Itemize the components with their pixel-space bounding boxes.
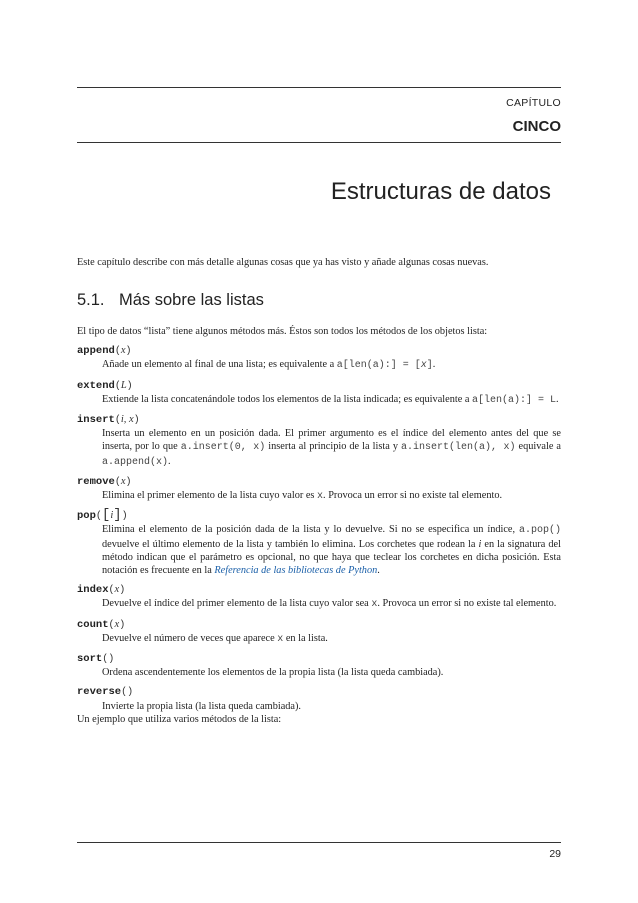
method-name: remove: [77, 475, 115, 488]
method-name: pop: [77, 510, 96, 523]
method-name: index: [77, 584, 109, 597]
chapter-label: CAPÍTULO: [506, 97, 561, 109]
method-name: sort: [77, 653, 103, 666]
method-name: reverse: [77, 686, 122, 699]
footer-rule: [77, 842, 561, 843]
page-number: 29: [549, 848, 561, 860]
intro-paragraph: Este capítulo describe con más detalle algunas cosas que ya has visto y añade algunas cosas nuevas.: [77, 257, 489, 268]
section-number: 5.1.: [77, 291, 105, 309]
method-description: Inserta un elemento en un posición dada. El primer argumento es el índice del elemento antes del que se inserta, por lo que a.insert(0, x) inserta al principio de la lista y a.insert(len(a), x) equivale a a.append(x).: [102, 428, 561, 468]
chapter-rule: [77, 142, 561, 143]
method-description: Añade un elemento al final de una lista; es equivalente a a[len(a):] = [x].: [102, 359, 436, 372]
python-library-reference-link[interactable]: Referencia de las bibliotecas de Python: [214, 565, 378, 577]
top-rule: [77, 87, 561, 88]
method-extend: extend(L) Extiende la lista concatenándole todos los elementos de la lista indicada; es equivalente a a[len(a):] = L.: [77, 379, 561, 407]
method-count: count(x) Devuelve el número de veces que aparece x en la lista.: [77, 618, 561, 646]
method-description: Elimina el elemento de la posición dada de la lista y lo devuelve. Si no se especifica un índice, a.pop() devuelve el último elemento de la lista y también lo elimina. Los corchetes que rodean la i en la signatura del método indican que el parámetro es opcional, no que haya que teclear los corchetes en dicha posición. Esta notación es frecuente en la Referencia de las bibliotecas de Python.: [102, 524, 561, 577]
method-description: Extiende la lista concatenándole todos los elementos de la lista indicada; es equivalente a a[len(a):] = L.: [102, 393, 559, 406]
method-name: extend: [77, 379, 115, 392]
method-description: Elimina el primer elemento de la lista cuyo valor es x. Provoca un error si no existe tal elemento.: [102, 490, 503, 503]
method-insert: insert(i, x) Inserta un elemento en un posición dada. El primer argumento es el índice del elemento antes del que se inserta, por lo que a.insert(0, x) inserta al principio de la lista y a.insert(len(a), x) equivale a a.append(x).: [77, 414, 561, 468]
chapter-title: Estructuras de datos: [330, 178, 551, 205]
method-sort: sort() Ordena ascendentemente los elementos de la propia lista (la lista queda cambiada).: [77, 652, 561, 679]
method-description: Invierte la propia lista (la lista queda cambiada).: [102, 700, 301, 712]
chapter-number: CINCO: [512, 118, 561, 135]
method-append: append(x) Añade un elemento al final de una lista; es equivalente a a[len(a):] = [x].: [77, 344, 561, 372]
method-name: append: [77, 345, 115, 358]
method-name: count: [77, 618, 109, 631]
method-remove: remove(x) Elimina el primer elemento de la lista cuyo valor es x. Provoca un error si no existe tal elemento.: [77, 475, 561, 503]
outro-paragraph: Un ejemplo que utiliza varios métodos de la lista:: [77, 713, 282, 725]
section-heading: [77, 291, 264, 310]
method-description: Devuelve el número de veces que aparece x en la lista.: [102, 632, 328, 645]
method-pop: pop([i]) Elimina el elemento de la posición dada de la lista y lo devuelve. Si no se especifica un índice, a.pop() devuelve el último elemento de la lista y también lo elimina. Los corchetes que rodean la i en la signatura del método indican que el parámetro es opcional, no que haya que teclear los corchetes en dicha posición. Esta notación es frecuente en la Referencia de las bibliotecas de Python.: [77, 507, 561, 577]
method-name: insert: [77, 414, 115, 427]
section-content: [77, 325, 561, 726]
section-lead: El tipo de datos “lista” tiene algunos métodos más. Éstos son todos los métodos de los objetos lista:: [77, 326, 488, 337]
method-reverse: reverse() Invierte la propia lista (la lista queda cambiada).: [77, 685, 561, 712]
method-index: index(x) Devuelve el índice del primer elemento de la lista cuyo valor sea x. Provoca un error si no existe tal elemento.: [77, 583, 561, 611]
method-description: Ordena ascendentemente los elementos de la propia lista (la lista queda cambiada).: [102, 667, 444, 679]
method-description: Devuelve el índice del primer elemento de la lista cuyo valor sea x. Provoca un error si no existe tal elemento.: [102, 598, 557, 611]
section-title: Más sobre las listas: [119, 291, 264, 309]
